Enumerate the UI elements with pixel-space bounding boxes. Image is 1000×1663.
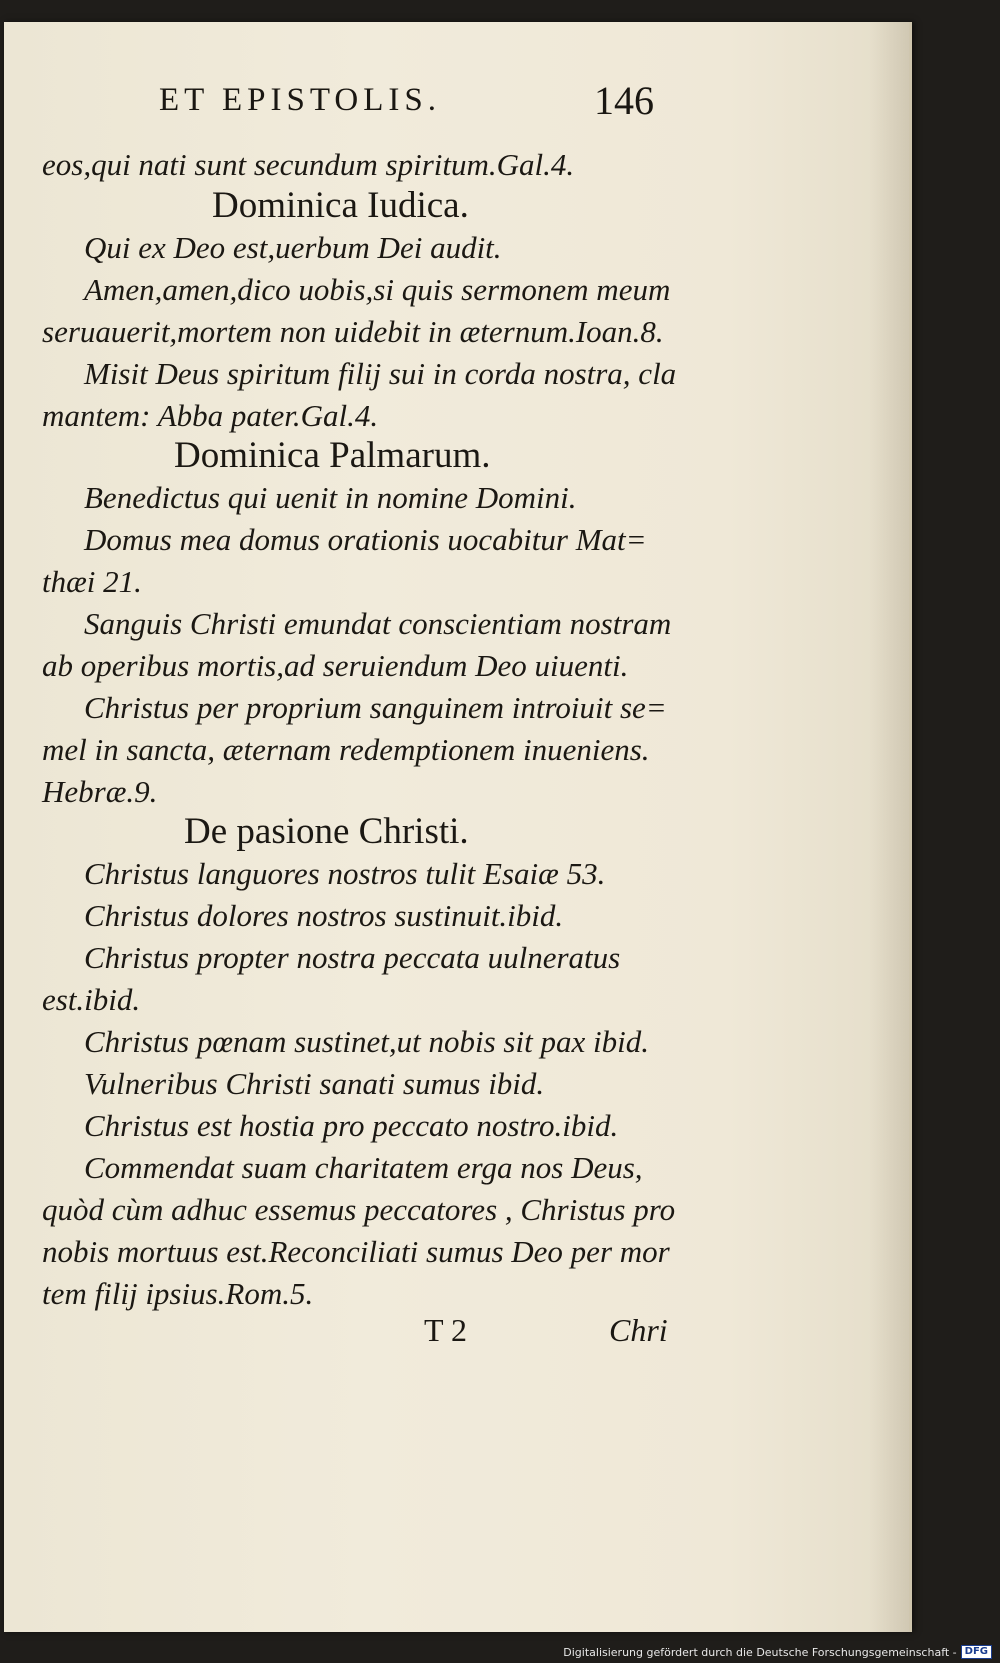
text-line: nobis mortuus est.Reconciliati sumus Deo per mor bbox=[42, 1234, 670, 1269]
credit-text: Digitalisierung gefördert durch die Deutsche Forschungsgemeinschaft - bbox=[563, 1645, 957, 1659]
section-heading: Dominica Palmarum. bbox=[174, 435, 491, 476]
digitization-credit bbox=[563, 1645, 992, 1659]
signature-mark: T 2 bbox=[424, 1312, 467, 1348]
text-line: Sanguis Christi emundat conscientiam nostram bbox=[84, 606, 672, 641]
text-line: Misit Deus spiritum filij sui in corda nostra, cla bbox=[84, 356, 677, 391]
running-head: ET EPISTOLIS. bbox=[159, 82, 441, 118]
text-line: est.ibid. bbox=[42, 982, 141, 1017]
page-number: 146 bbox=[594, 78, 654, 123]
text-line: Christus per proprium sanguinem introiuit se= bbox=[84, 690, 667, 725]
text-line: thæi 21. bbox=[42, 564, 142, 599]
text-line: Christus propter nostra peccata uulneratus bbox=[84, 940, 621, 975]
text-line: mantem: Abba pater.Gal.4. bbox=[42, 398, 379, 433]
text-line: Christus pœnam sustinet,ut nobis sit pax ibid. bbox=[84, 1024, 649, 1059]
page-text bbox=[4, 22, 909, 1632]
text-line: seruauerit,mortem non uidebit in æternum.Ioan.8. bbox=[42, 314, 664, 349]
section-heading: Dominica Iudica. bbox=[212, 185, 469, 226]
text-line: Christus dolores nostros sustinuit.ibid. bbox=[84, 898, 564, 933]
text-line: Christus languores nostros tulit Esaiæ 53. bbox=[84, 856, 606, 891]
text-line: ab operibus mortis,ad seruiendum Deo uiuenti. bbox=[42, 648, 629, 683]
text-line: Hebræ.9. bbox=[42, 774, 158, 809]
text-line: Amen,amen,dico uobis,si quis sermonem meum bbox=[84, 272, 671, 307]
text-line: Domus mea domus orationis uocabitur Mat= bbox=[84, 522, 647, 557]
text-line: Commendat suam charitatem erga nos Deus, bbox=[84, 1150, 643, 1185]
book-page bbox=[4, 22, 912, 1632]
text-line: mel in sancta, æternam redemptionem inueniens. bbox=[42, 732, 650, 767]
dfg-logo-icon: DFG bbox=[961, 1645, 992, 1659]
text-line: Benedictus qui uenit in nomine Domini. bbox=[84, 480, 577, 515]
text-line: Christus est hostia pro peccato nostro.ibid. bbox=[84, 1108, 619, 1143]
text-line: Qui ex Deo est,uerbum Dei audit. bbox=[84, 230, 502, 265]
text-line: tem filij ipsius.Rom.5. bbox=[42, 1276, 314, 1311]
section-heading: De pasione Christi. bbox=[184, 811, 469, 852]
text-line: Vulneribus Christi sanati sumus ibid. bbox=[84, 1066, 545, 1101]
catchword: Chri bbox=[609, 1312, 668, 1348]
text-line: quòd cùm adhuc essemus peccatores , Christus pro bbox=[42, 1192, 676, 1227]
text-line: eos,qui nati sunt secundum spiritum.Gal.4. bbox=[42, 147, 575, 182]
